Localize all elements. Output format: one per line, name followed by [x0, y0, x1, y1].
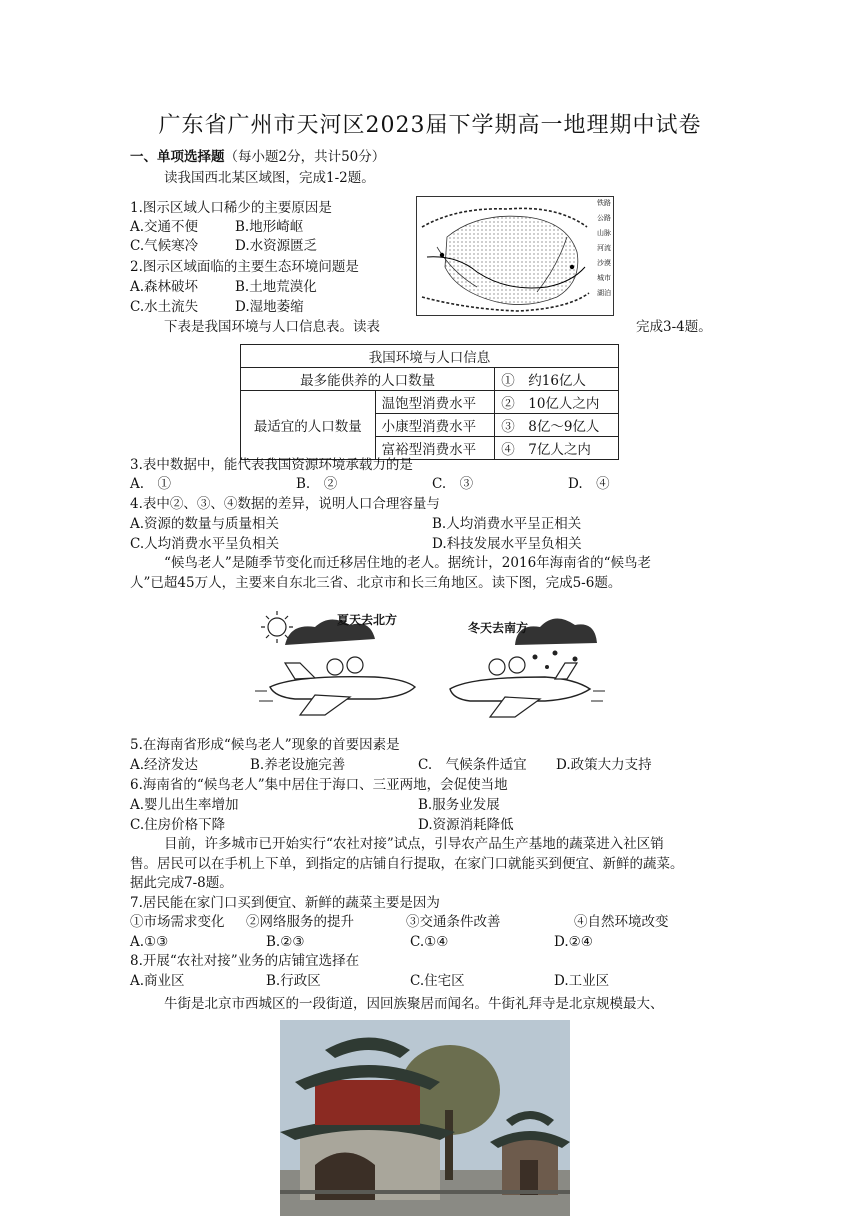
legend-item-city: 城市 — [597, 274, 611, 282]
q8-option-c[interactable]: C.住宅区 — [410, 973, 465, 989]
airplane-icon — [450, 657, 590, 717]
map-legend — [592, 196, 616, 314]
q5-option-d[interactable]: D.政策大力支持 — [556, 757, 652, 773]
q1-option-c[interactable]: C.气候寒冷 — [130, 238, 199, 254]
q1-option-d[interactable]: D.水资源匮乏 — [235, 238, 318, 254]
table-row — [241, 368, 619, 391]
table-cell: 小康型消费水平 — [375, 414, 495, 437]
city-marker — [570, 265, 574, 269]
migratory-elders-cartoon — [255, 605, 605, 725]
q5-option-b[interactable]: B.养老设施完善 — [250, 757, 346, 773]
airplane-icon — [270, 657, 415, 715]
table-cell: 最适宜的人口数量 — [241, 391, 376, 460]
q7-option-c[interactable]: C.①④ — [410, 934, 449, 950]
q6-option-d[interactable]: D.资源消耗降低 — [418, 817, 514, 833]
q7-option-b[interactable]: B.②③ — [266, 934, 305, 950]
q6-option-c[interactable]: C.住房价格下降 — [130, 817, 226, 833]
q5-stem: 5.在海南省形成“候鸟老人”现象的首要因素是 — [130, 737, 400, 753]
section-note: （每小题2分，共计50分） — [224, 149, 386, 165]
q3-option-a[interactable]: A. ① — [130, 476, 172, 492]
passage-line: 目前，许多城市已开始实行“农社对接”试点，引导农产品生产基地的蔬菜进入社区销 — [164, 836, 664, 852]
table-cell: 最多能供养的人口数量 — [241, 368, 495, 391]
legend-item-mountain: 山脉 — [597, 229, 611, 237]
legend-item-desert: 沙漠 — [597, 259, 611, 267]
q3-option-d[interactable]: D. ④ — [568, 476, 610, 492]
q8-stem: 8.开展“农社对接”业务的店铺宜选择在 — [130, 953, 360, 969]
q2-stem: 2.图示区域面临的主要生态环境问题是 — [130, 259, 359, 275]
q2-option-b[interactable]: B.土地荒漠化 — [235, 279, 317, 295]
q6-option-b[interactable]: B.服务业发展 — [418, 797, 500, 813]
legend-item-road: 公路 — [597, 214, 611, 222]
passage-line: 据此完成7-8题。 — [130, 875, 233, 891]
q4-option-c[interactable]: C.人均消费水平呈负相关 — [130, 536, 280, 552]
q2-option-d[interactable]: D.湿地萎缩 — [235, 299, 304, 315]
passage-line: 人”已超45万人，主要来自东北三省、北京市和长三角地区。读下图，完成5-6题。 — [130, 575, 622, 591]
q1-stem: 1.图示区域人口稀少的主要原因是 — [130, 200, 332, 216]
table-cell: 富裕型消费水平 — [375, 437, 495, 460]
niujie-mosque-photo — [280, 1020, 570, 1216]
q8-option-b[interactable]: B.行政区 — [266, 973, 321, 989]
intro-q1-2: 读我国西北某区域图，完成1-2题。 — [164, 170, 375, 186]
intro-q3-4-tail: 完成3-4题。 — [636, 319, 712, 335]
q3-option-c[interactable]: C. ③ — [432, 476, 474, 492]
region-map-figure — [416, 196, 614, 316]
q7-stem: 7.居民能在家门口买到便宜、新鲜的蔬菜主要是因为 — [130, 895, 440, 911]
q2-option-a[interactable]: A.森林破坏 — [130, 279, 199, 295]
speed-lines — [255, 691, 273, 701]
cartoon-caption-left: 夏天去北方 — [337, 613, 398, 627]
speed-lines — [591, 691, 605, 701]
q5-option-a[interactable]: A.经济发达 — [130, 757, 199, 773]
q7-item: ④自然环境改变 — [574, 914, 669, 930]
q1-option-b[interactable]: B.地形崎岖 — [235, 219, 304, 235]
table-cell: ④ 7亿人之内 — [495, 437, 619, 460]
passage-line: “候鸟老人”是随季节变化而迁移居住地的老人。据统计，2016年海南省的“候鸟老 — [164, 555, 652, 571]
q7-item: ③交通条件改善 — [406, 914, 501, 930]
table-row — [241, 391, 619, 414]
legend-item-river: 河流 — [597, 244, 611, 252]
city-marker — [440, 253, 444, 257]
legend-item-lake: 湖泊 — [597, 289, 611, 297]
q7-option-a[interactable]: A.①③ — [130, 934, 169, 950]
environment-population-table — [240, 344, 619, 460]
table-row — [241, 345, 619, 368]
q6-option-a[interactable]: A.婴儿出生率增加 — [130, 797, 239, 813]
q8-option-d[interactable]: D.工业区 — [554, 973, 610, 989]
legend-item-railway: 铁路 — [597, 199, 611, 207]
q7-option-d[interactable]: D.②④ — [554, 934, 593, 950]
q5-option-c[interactable]: C. 气候条件适宜 — [418, 757, 527, 773]
table-cell: 温饱型消费水平 — [375, 391, 495, 414]
q3-option-b[interactable]: B. ② — [296, 476, 338, 492]
q7-item: ②网络服务的提升 — [246, 914, 354, 930]
table-cell: ① 约16亿人 — [495, 368, 619, 391]
region-map-svg — [417, 197, 593, 315]
q1-option-a[interactable]: A.交通不便 — [130, 219, 199, 235]
passage-line: 牛街是北京市西城区的一段街道，因回族聚居而闻名。牛街礼拜寺是北京规模最大、 — [164, 996, 664, 1012]
q4-option-d[interactable]: D.科技发展水平呈负相关 — [432, 536, 582, 552]
passage-line: 售。居民可以在手机上下单，到指定的店铺自行提取，在家门口就能买到便宜、新鲜的蔬菜。 — [130, 856, 684, 872]
intro-q3-4: 下表是我国环境与人口信息表。读表 — [164, 319, 380, 335]
q4-option-a[interactable]: A.资源的数量与质量相关 — [130, 516, 280, 532]
table-caption: 我国环境与人口信息 — [241, 345, 619, 368]
cartoon-caption-right: 冬天去南方 — [468, 621, 529, 635]
table-cell: ② 10亿人之内 — [495, 391, 619, 414]
q6-stem: 6.海南省的“候鸟老人”集中居住于海口、三亚两地，会促使当地 — [130, 777, 508, 793]
q8-option-a[interactable]: A.商业区 — [130, 973, 185, 989]
mosque-illustration — [280, 1020, 570, 1216]
q2-option-c[interactable]: C.水土流失 — [130, 299, 199, 315]
page-title: 广东省广州市天河区2023届下学期高一地理期中试卷 — [158, 113, 702, 138]
cartoon-svg — [255, 605, 605, 725]
table-cell: ③ 8亿～9亿人 — [495, 414, 619, 437]
q7-item: ①市场需求变化 — [130, 914, 225, 930]
q3-stem: 3.表中数据中，能代表我国资源环境承载力的是 — [130, 457, 413, 473]
q4-option-b[interactable]: B.人均消费水平呈正相关 — [432, 516, 582, 532]
q4-stem: 4.表中②、③、④数据的差异，说明人口合理容量与 — [130, 496, 440, 512]
section-heading-text: 一、单项选择题 — [130, 149, 225, 165]
desert-area — [445, 216, 578, 304]
section-heading — [130, 147, 385, 167]
